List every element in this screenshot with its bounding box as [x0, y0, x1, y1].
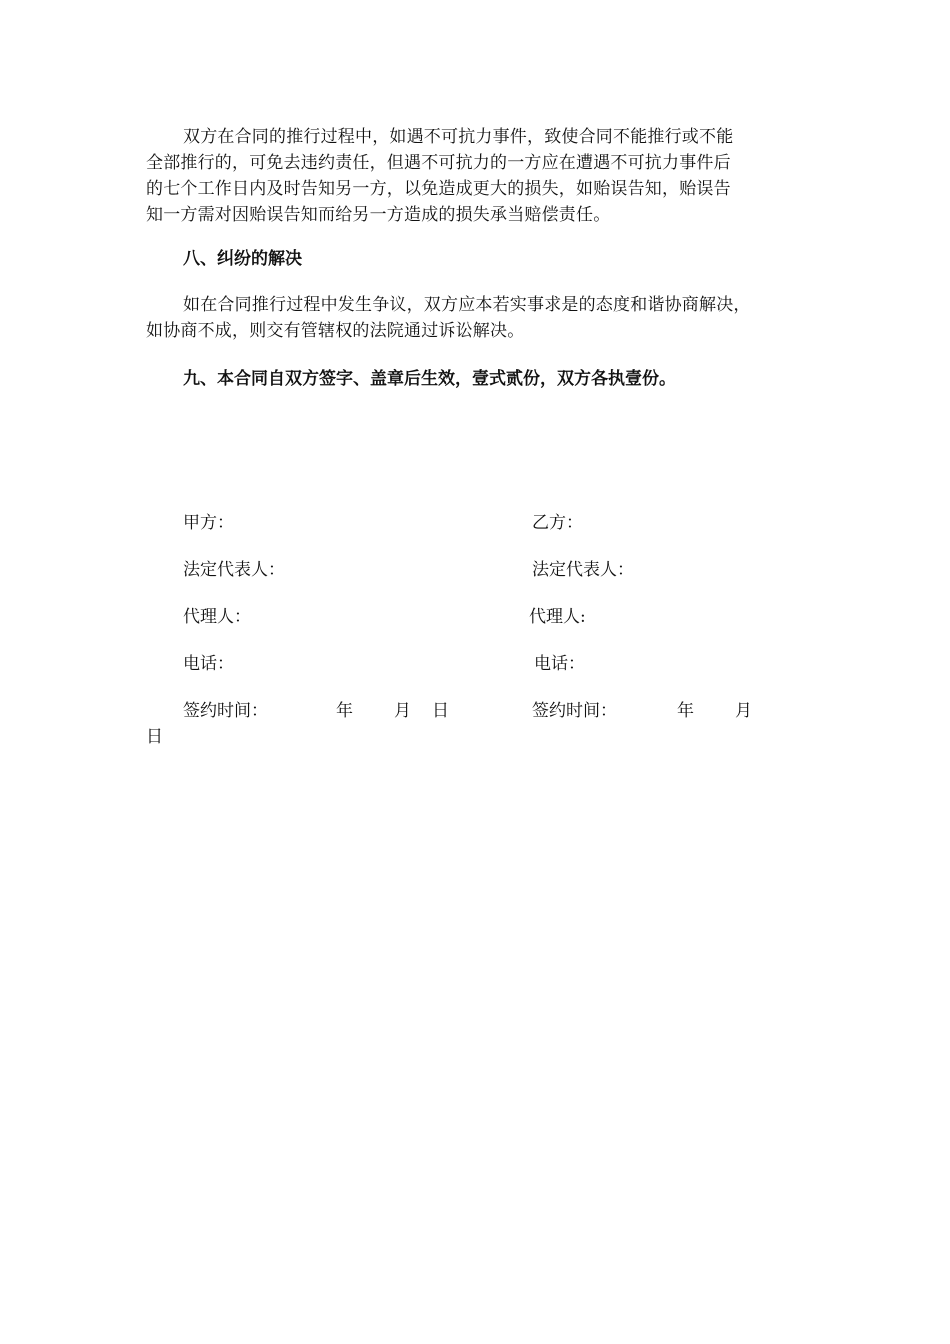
party-b-day-label: 日	[146, 727, 163, 747]
force-majeure-paragraph	[146, 124, 806, 228]
party-a-sign-time-label: 签约时间：	[183, 701, 268, 721]
party-b-year-label: 年	[677, 701, 694, 721]
party-a-day-label: 日	[432, 701, 449, 721]
party-a-label: 甲方：	[183, 513, 234, 533]
party-a-month-label: 月	[394, 701, 411, 721]
party-b-legal-rep-label: 法定代表人：	[532, 560, 634, 580]
party-a-legal-rep-label: 法定代表人：	[183, 560, 285, 580]
party-a-agent-label: 代理人：	[183, 607, 251, 627]
article-8-heading: 八、纠纷的解决	[183, 249, 302, 269]
party-a-phone-label: 电话：	[183, 654, 234, 674]
party-b-phone-label: 电话：	[534, 654, 585, 674]
party-a-year-label: 年	[336, 701, 353, 721]
paragraph-line: 如协商不成，则交有管辖权的法院通过诉讼解决。	[146, 321, 525, 341]
article-9-heading: 九、本合同自双方签字、盖章后生效，壹式贰份，双方各执壹份。	[183, 369, 676, 389]
paragraph-line: 双方在合同的推行过程中，如遇不可抗力事件，致使合同不能推行或不能	[183, 127, 734, 147]
paragraph-line: 如在合同推行过程中发生争议，双方应本若实事求是的态度和谐协商解决，	[183, 295, 751, 315]
paragraph-line: 的七个工作日内及时告知另一方，以免造成更大的损失，如贻误告知，贻误告	[146, 179, 731, 199]
dispute-resolution-paragraph	[146, 292, 806, 344]
paragraph-line: 全部推行的，可免去违约责任，但遇不可抗力的一方应在遭遇不可抗力事件后	[146, 153, 731, 173]
party-b-agent-label: 代理人:	[529, 607, 586, 627]
party-b-sign-time-label: 签约时间：	[532, 701, 617, 721]
paragraph-line: 知一方需对因贻误告知而给另一方造成的损失承当赔偿责任。	[146, 205, 611, 225]
party-b-label: 乙方：	[532, 513, 583, 533]
party-b-month-label: 月	[735, 701, 752, 721]
